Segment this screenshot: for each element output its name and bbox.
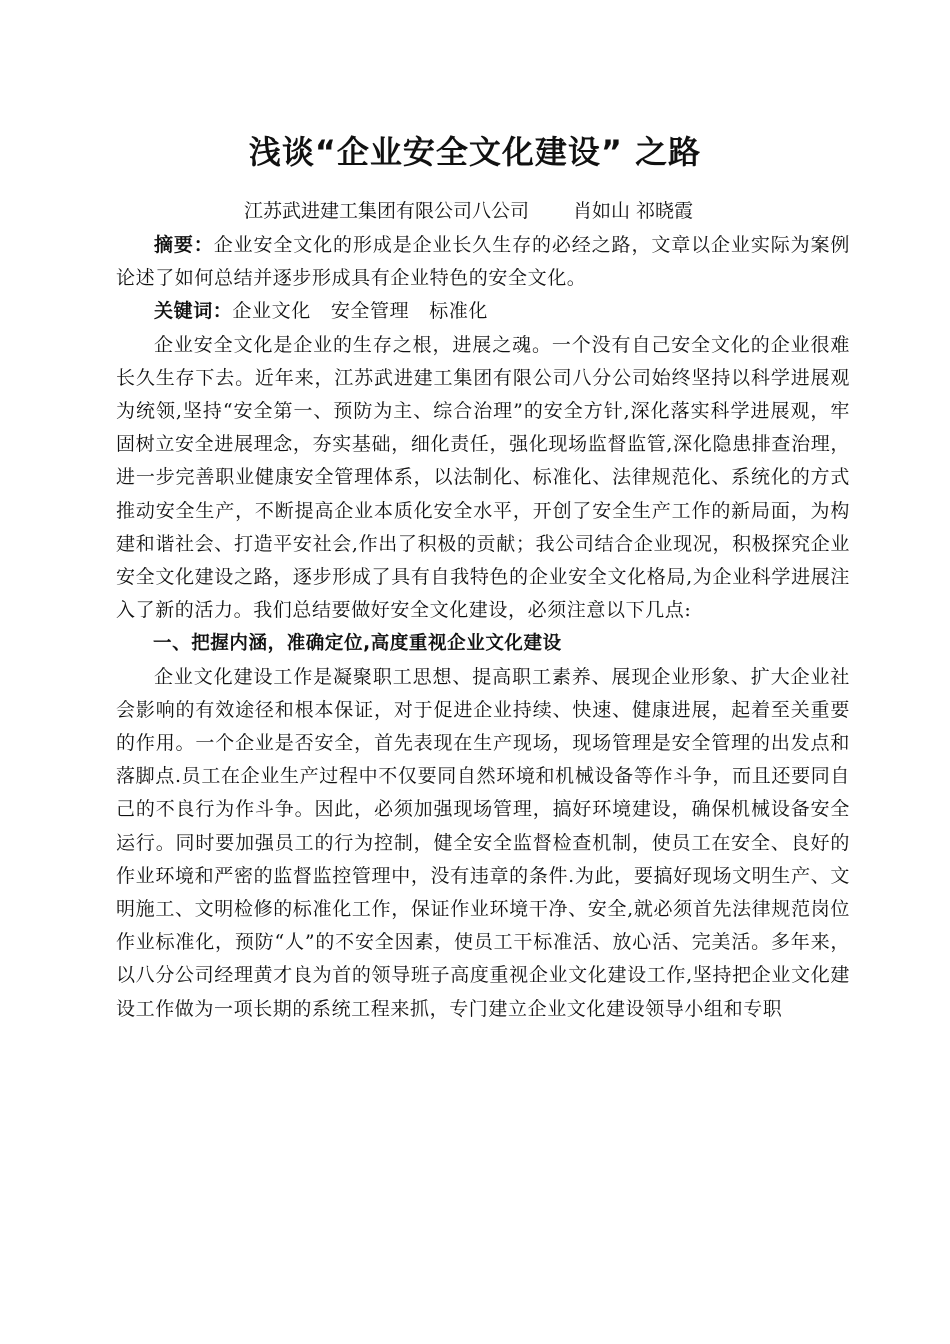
abstract-label: 摘要： [154,234,214,256]
author-organization: 江苏武进建工集团有限公司八公司 [244,200,530,222]
keywords-label: 关键词： [154,300,233,323]
section-heading: 一、把握内涵，准确定位,高度重视企业文化建设 [153,633,562,655]
keyword-item: 企业文化 [232,300,311,323]
section-paragraph: 企业文化建设工作是凝聚职工思想、提高职工素养、展现企业形象、扩大企业社会影响的有效途径和根本保证，对于促进企业持续、快速、健康进展，起着至关重要的作用。一个企业是否安全，首先表现在生产现场，现场管理是安全管理的出发点和落脚点.员工在企业生产过程中不仅要同自然环境和机械设备等作斗争，而且还要同自己的不良行为作斗争。因此，必须加强现场管理，搞好环境建设，确保机械设备安全运行。同时要加强员工的行为控制，健全安全监督检查机制，使员工在安全、良好的作业环境和严密的监督监控管理中，没有违章的条件.为此，要搞好现场文明生产、文明施工、文明检修的标准化工作，保证作业环境干净、安全,就必须首先法律规范岗位作业标准化，预防“人”的不安全因素，使员工干标准活、放心活、完美活。多年来，以八分公司经理黄才良为首的领导班子高度重视企业文化建设工作,坚持把企业文化建设工作做为一项长期的系统工程来抓，专门建立企业文化建设领导小组和专职 [116,665,850,1020]
document-body [116,229,850,1026]
document-page [116,0,850,1344]
abstract-text: 企业安全文化的形成是企业长久生存的必经之路，文章以企业实际为案例论述了如何总结并逐步形成具有企业特色的安全文化。 [116,234,850,290]
author-names: 肖如山 祁晓霞 [573,200,694,222]
keyword-item: 安全管理 [330,300,410,323]
document-title: 浅谈“企业安全文化建设” 之路 [248,133,702,171]
author-line [244,196,693,226]
keyword-item: 标准化 [429,300,489,323]
keywords [116,295,850,328]
abstract [116,229,850,295]
intro-paragraph: 企业安全文化是企业的生存之根，进展之魂。一个没有自己安全文化的企业很难长久生存下去。近年来，江苏武进建工集团有限公司八分公司始终坚持以科学进展观为统领,坚持“安全第一、预防为主、综合治理”的安全方针,深化落实科学进展观，牢固树立安全进展理念，夯实基础，细化责任，强化现场监督监管,深化隐患排查治理，进一步完善职业健康安全管理体系，以法制化、标准化、法律规范化、系统化的方式推动安全生产，不断提高企业本质化安全水平，开创了安全生产工作的新局面，为构建和谐社会、打造平安社会,作出了积极的贡献；我公司结合企业现况，积极探究企业安全文化建设之路，逐步形成了具有自我特色的企业安全文化格局,为企业科学进展注入了新的活力。我们总结要做好安全文化建设，必须注意以下几点: [116,333,850,622]
